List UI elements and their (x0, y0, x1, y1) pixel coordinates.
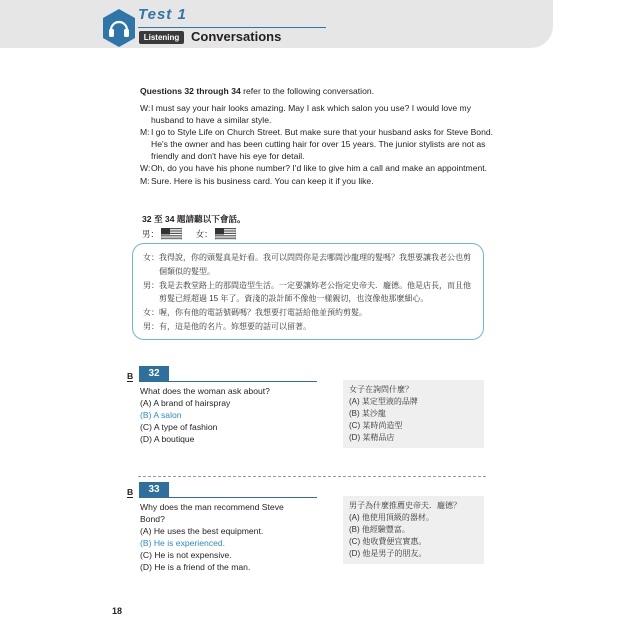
question-chinese (343, 496, 484, 564)
line-text: 有，這是他的名片。妳想要的話可以留著。 (159, 321, 311, 331)
question-number-rule (169, 497, 317, 498)
speaker-label: 女： (143, 308, 159, 318)
male-label: 男： (142, 229, 159, 239)
question-text-zh: 男子為什麼推薦史帝夫．龐德？ (349, 501, 461, 510)
option-a: (A) He uses the best equipment. (140, 526, 264, 537)
option-a-zh: (A) 某定型液的品牌 (349, 397, 418, 407)
question-number-rule (169, 381, 317, 382)
us-flag-icon (215, 228, 236, 240)
translation-heading: 32 至 34 題請聽以下會話。 (142, 214, 246, 224)
line-text: I go to Style Life on Church Street. But make sure that your husband asks for Steve Bond. He's the owner and has been cutting hair for over 15 years. The junior stylists are not as friendly and don't have his eye for detail. (151, 127, 494, 162)
line-text: I must say your hair looks amazing. May I ask which salon you use? I would love my husband to have a similar style. (151, 103, 472, 126)
speaker-label: W: (140, 163, 151, 174)
translation-box (132, 243, 484, 340)
speaker-label: 男： (143, 321, 159, 331)
answer-key-label: B (127, 487, 134, 497)
translation-line (143, 306, 473, 320)
line-text: Oh, do you have his phone number? I'd like to give him a call and make an appointment. (151, 163, 488, 174)
question-number: 32 (139, 366, 169, 382)
line-text: Sure. Here is his business card. You can keep it if you like. (151, 175, 374, 186)
questions-range: Questions 32 through 34 (140, 86, 241, 96)
headphones-icon (101, 8, 137, 48)
section-title: Conversations (191, 29, 282, 44)
questions-intro (140, 86, 374, 96)
line-text: 我得說，你的頭髮真是好看。我可以問問你是去哪間沙龍理的髮嗎？我想要讓我老公也剪個類似的髮型。 (159, 253, 471, 276)
speaker-label: 女： (143, 253, 159, 262)
option-c: (C) He is not expensive. (140, 550, 232, 561)
conversation-line (140, 175, 500, 187)
question-text: What does the woman ask about? (140, 386, 270, 396)
listening-tag: Listening (139, 31, 184, 44)
option-b-zh: (B) 某沙龍 (349, 409, 386, 419)
question-text: Why does the man recommend Steve Bond? (140, 502, 284, 525)
option-a: (A) A brand of hairspray (140, 398, 231, 409)
conversation-line (140, 102, 500, 126)
title-rule (138, 27, 326, 28)
speaker-accents (142, 228, 250, 240)
question-english (140, 501, 310, 574)
question-number: 33 (139, 482, 169, 498)
question-chinese (343, 380, 484, 448)
line-text: 我是去教堂路上的那間造型生活。一定要讓妳老公指定史帝夫．龐德。他是店長，而且他剪髮已經超過 15 年了。資淺的設計師不像他一樣親切，也沒像他那麼細心。 (159, 280, 471, 304)
conversation-transcript (140, 102, 500, 187)
translation-line (143, 320, 473, 334)
question-english (140, 385, 310, 445)
translation-line (143, 251, 473, 279)
option-b-correct: (B) A salon (140, 410, 182, 421)
speaker-label: W: (140, 103, 151, 113)
line-text: 喔，你有他的電話號碼嗎？我想要打電話給他並預約剪髮。 (159, 308, 367, 318)
option-b-correct: (B) He is experienced. (140, 538, 226, 549)
option-d: (D) He is a friend of the man. (140, 562, 251, 573)
option-c-zh: (C) 某時尚造型 (349, 421, 403, 431)
option-d-zh: (D) 某精品店 (349, 433, 395, 443)
page-number: 18 (112, 606, 123, 616)
option-d: (D) A boutique (140, 434, 195, 445)
us-flag-icon (161, 228, 182, 240)
conversation-line (140, 126, 500, 162)
translation-line (143, 279, 473, 307)
conversation-line (140, 162, 500, 174)
question-text-zh: 女子在詢問什麼？ (349, 385, 413, 394)
speaker-label: M: (140, 175, 150, 186)
option-d-zh: (D) 他是男子的朋友。 (349, 549, 427, 559)
speaker-label: M: (140, 127, 150, 138)
option-c: (C) A type of fashion (140, 422, 218, 433)
female-label: 女： (195, 229, 213, 239)
option-a-zh: (A) 他使用頂級的器材。 (349, 513, 434, 523)
option-b-zh: (B) 他經驗豐富。 (349, 525, 410, 535)
option-c-zh: (C) 他收費便宜實惠。 (349, 537, 427, 547)
questions-intro-rest: refer to the following conversation. (240, 86, 375, 96)
test-title: Test 1 (138, 6, 187, 23)
question-divider (138, 476, 486, 477)
speaker-label: 男： (143, 280, 159, 290)
answer-key-label: B (127, 371, 134, 381)
